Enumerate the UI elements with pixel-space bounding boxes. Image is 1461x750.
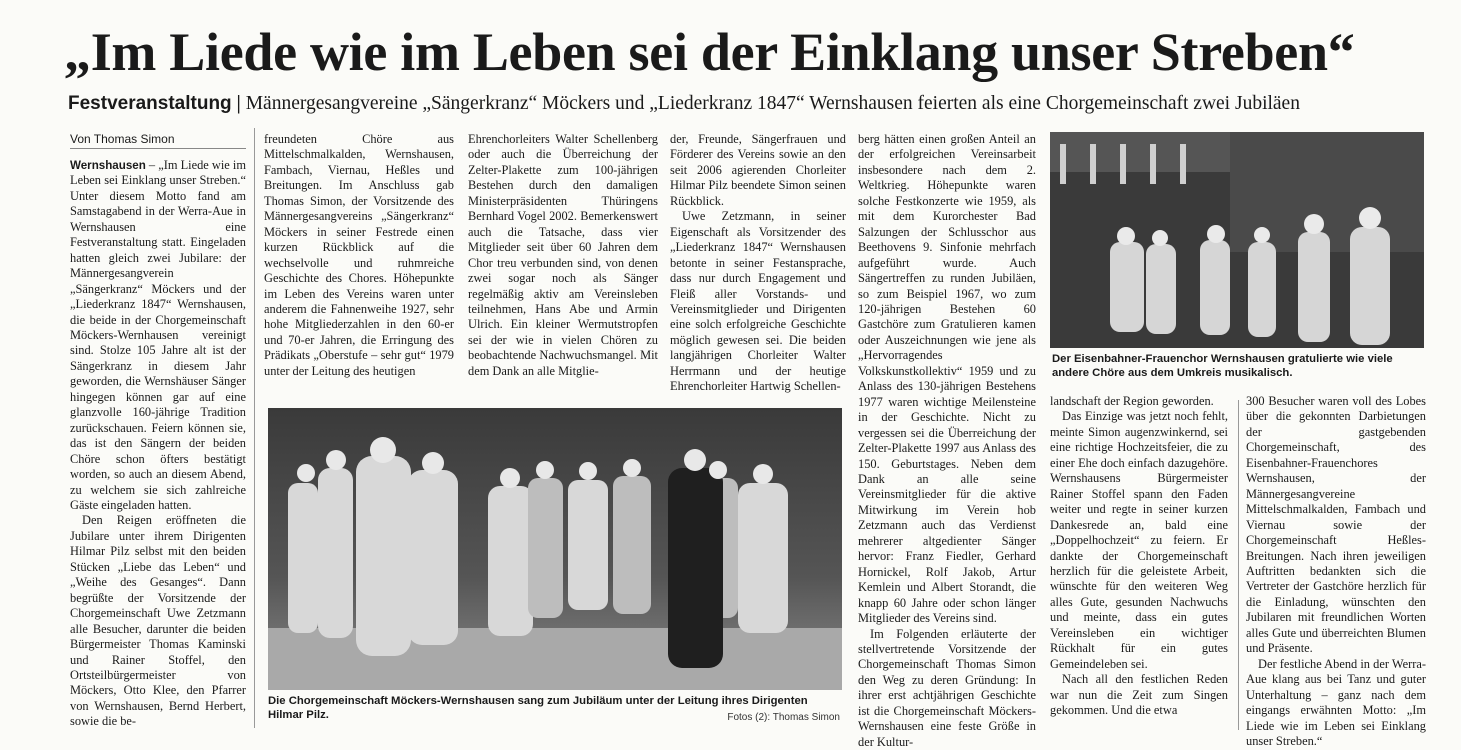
article-column-1 bbox=[70, 158, 246, 730]
subheadline-lead: Festveranstaltung bbox=[68, 93, 232, 114]
paragraph: Nach all den festlichen Reden war nun die Zeit zum Singen gekommen. Und die etwa bbox=[1050, 672, 1228, 718]
paragraph: Ehrenchorleiters Walter Schellenberg oder auch die Überreichung der Zelter-Plakette zum 100-jährigen Bestehen durch den damaligen Ministerpräsidenten Thüringens Bernhard Vogel 2002. Bemerkenswert auch die Tatsache, dass vier Mitglieder seit über 60 Jahren dem Chor treu verbunden sind, von denen zwei sogar noch als Sänger regelmäßig aktiv am Vereinsleben teilnehmen, Hans Abe und Armin Ulrich. Ein kleiner Wermutstropfen sei der wie in vielen Chören zu beobachtende Nachwuchsmangel. Mit dem Dank an alle Mitglie- bbox=[468, 132, 658, 379]
article-column-3 bbox=[468, 132, 658, 398]
subheadline bbox=[68, 92, 1448, 116]
byline: Von Thomas Simon bbox=[70, 131, 250, 147]
paragraph: Uwe Zetzmann, in seiner Eigenschaft als Vorsitzender des „Liederkranz 1847“ Wernshausen betonte in seiner Festansprache, dass nur durch Engagement und Fleiß aller Vorstands- und Vereinsmitglieder und Dirigenten eine solch erfolgreiche Geschichte möglich gewesen sei. Die beiden langjährigen Chorleiter Walter Herrmann und der heutige Ehrenchorleiter Hartwig Schellen- bbox=[670, 209, 846, 394]
paragraph: landschaft der Region geworden. bbox=[1050, 394, 1228, 409]
paragraph bbox=[70, 158, 246, 513]
subheadline-separator: | bbox=[237, 93, 241, 114]
article-column-5 bbox=[858, 132, 1036, 730]
article-column-4 bbox=[670, 132, 846, 398]
byline-rule bbox=[70, 148, 246, 149]
paragraph: Das Einzige was jetzt noch fehlt, meinte Simon augenzwinkernd, sei eine richtige Hochzeitsfeier, die zu einer Ehe doch einfach dazugehöre. Wernshausens Bürgermeister Rainer Stoffel spann den Faden weiter und regte in seiner kurzen Dankesrede an, bald eine „Doppelhochzeit“ zu feiern. Er dankte der Chorgemeinschaft herzlich für die geleistete Arbeit, wünschte für den weiteren Weg alles Gute, gesunden Nachwuchs und meinte, dass ein gutes Vereinsleben ein wichtiger Rückhalt für ein gutes Gemeindeleben sei. bbox=[1050, 409, 1228, 672]
choir-photo-image bbox=[268, 408, 842, 690]
paragraph: Im Folgenden erläuterte der stellvertretende Vorsitzende der Chorgemeinschaft Thomas Simon den Weg zu deren Gründung: In ihrer erst achtjährigen Geschichte ist die Chorgemeinschaft Möckers-Wernshausen eine feste Größe in der Kultur- bbox=[858, 627, 1036, 750]
subheadline-text: Männergesangvereine „Sängerkranz“ Möckers und „Liederkranz 1847“ Wernshausen feierten als eine Chorgemeinschaft zwei Jubiläen bbox=[246, 93, 1300, 114]
paragraph: 300 Besucher waren voll des Lobes über die gekonnten Darbietungen der gastgebenden Chorgemeinschaft, des Eisenbahner-Frauenchores Wernshausen, der Männergesangvereine Mittelschmalkalden, Fambach und Viernau sowie der Chorgemeinschaft Heßles-Breitungen. Nach ihren jeweiligen Auftritten bedankten sich die Vertreter der Gastchöre herzlich für die Einladung, wünschten den Jubilaren mit freundlichen Worten alles Gute und überreichten Blumen und Präsente. bbox=[1246, 394, 1426, 657]
article-column-7 bbox=[1246, 394, 1426, 730]
article-column-2 bbox=[264, 132, 454, 398]
paragraph: Der festliche Abend in der Werra-Aue klang aus bei Tanz und guter Unterhaltung – ganz nach dem eingangs erwähnten Motto: „Im Liede wie im Leben sei Einklang unser Streben.“ bbox=[1246, 657, 1426, 750]
choir-photo bbox=[268, 408, 842, 690]
paragraph: berg hätten einen großen Anteil an der erfolgreichen Vereinsarbeit insbesondere nach dem 2. Weltkrieg. Höhepunkte waren solche Festkonzerte wie 1959, als mit dem Kurorchester Bad Salzungen der Schlusschor aus Beethovens 9. Sinfonie mehrfach aufgeführt wurde. Auch Sängertreffen zu runden Jubiläen, so zum Beispiel 1967, wo zum 120-jährigen Bestehen 60 Gastchöre zum Gratulieren kamen oder Auszeichnungen wie jene als „Hervorragendes Volkskunstkollektiv“ 1959 und zu Anlass des 130-jährigen Bestehens 1977 waren wichtige Meilensteine in der Geschichte. Nicht zu vergessen sei die Überreichung der Zelter-Plakette 1997 aus Anlass des 150. Geburtstages. Neben dem Dank an alle seine Vereinsmitglieder für die aktive Mitwirkung im Verein hob Zetzmann auch das Verdienst mehrerer altgedienter Sänger hervor: Franz Fiedler, Gerhard Hornickel, Rolf Jakob, Artur Kemlein und Albert Storandt, die knapp 60 Jahre oder schon länger Mitglieder des Vereins sind. bbox=[858, 132, 1036, 627]
womens-choir-photo-caption: Der Eisenbahner-Frauenchor Wernshausen gratulierte wie viele andere Chöre aus dem Umkreis musikalisch. bbox=[1052, 352, 1424, 380]
paragraph-text: – „Im Liede wie im Leben sei Einklang unser Streben.“ Unter diesem Motto fand am Samstagabend in der Werra-Aue in Wernshausen eine Festveranstaltung statt. Eingeladen hatten gleich zwei Jubilare: der Männergesangverein „Sängerkranz“ Möckers und der „Liederkranz 1847“ Wernshausen, die beide in der Chorgemeinschaft Möckers-Wernhausen vereinigt sind. Stolze 105 Jahre alt ist der Sängerkranz in diesem Jahr geworden, die Wernshäuser Sänger hingegen können gar auf eine glanzvolle 160-jährige Tradition zurückschauen. Feiern können sie, das ist den Sängern der beiden Chöre schon öfters bestätigt worden, so auch an diesem Abend, zu welchem sie sich zahlreiche Gäste eingeladen hatten. bbox=[70, 158, 246, 512]
column-divider bbox=[1238, 400, 1239, 730]
paragraph: Den Reigen eröffneten die Jubilare unter ihrem Dirigenten Hilmar Pilz selbst mit den beiden Stücken „Liebe das Leben“ und „Weihe des Gesanges“. Dann begrüßte der Vorsitzende der Chorgemeinschaft Uwe Zetzmann alle Besucher, darunter die beiden Bürgermeister Thomas Kaminski und Rainer Stoffel, den Ortsteilbürgermeister von Möckers, Otto Klee, den Pfarrer von Wernshausen, Bernd Herbert, sowie die be- bbox=[70, 513, 246, 729]
paragraph: der, Freunde, Sängerfrauen und Förderer des Vereins sowie an den seit 2006 agierenden Chorleiter Hilmar Pilz beendete Simon seinen Rückblick. bbox=[670, 132, 846, 209]
womens-choir-photo bbox=[1050, 132, 1424, 348]
womens-choir-photo-image bbox=[1050, 132, 1424, 348]
photo-credit: Fotos (2): Thomas Simon bbox=[690, 712, 840, 724]
dateline-place: Wernshausen bbox=[70, 159, 146, 172]
column-divider bbox=[254, 128, 255, 728]
headline: „Im Liede wie im Leben sei der Einklang unser Streben“ bbox=[64, 10, 1424, 94]
article-column-6 bbox=[1050, 394, 1228, 730]
paragraph: freundeten Chöre aus Mittelschmalkalden, Wernshausen, Fambach, Viernau, Heßles und Breitungen. Im Anschluss gab Thomas Simon, der Vorsitzende des Männergesangvereins „Sängerkranz“ Möckers in seiner Festrede einen kurzen Rückblick auf die wechselvolle und ruhmreiche Geschichte des Chores. Höhepunkte im Leben des Vereins waren unter anderem die Fahnenweihe 1927, sehr hohe Mitgliederzahlen in den 60-er und 70-er Jahren, die Erringung des Prädikats „Oberstufe – sehr gut“ 1979 unter der Leitung des heutigen bbox=[264, 132, 454, 379]
choir-photo-caption: Die Chorgemeinschaft Möckers-Wernshausen sang zum Jubiläum unter der Leitung ihres Dirigenten Hilmar Pilz. bbox=[268, 694, 808, 722]
